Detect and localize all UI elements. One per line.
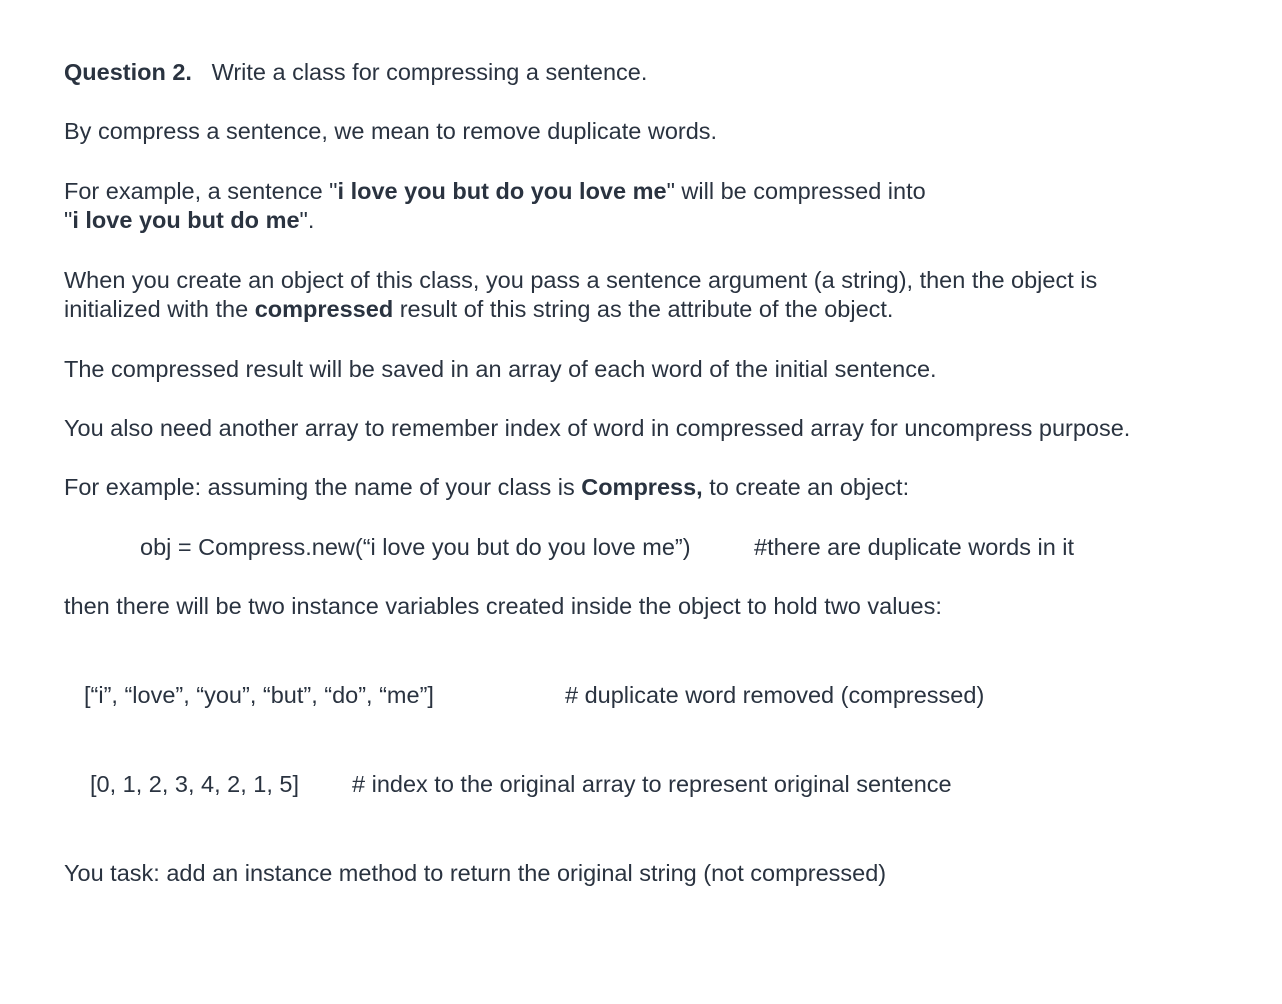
create-line2-post: result of this string as the attribute of the object. (393, 296, 894, 322)
array1-value: [“i”, “love”, “you”, “but”, “do”, “me”] (84, 682, 434, 708)
example2-paragraph (64, 473, 909, 502)
example-open-quote: " (64, 207, 73, 233)
array2-value: [0, 1, 2, 3, 4, 2, 1, 5] (90, 771, 300, 797)
create-paragraph-line1: When you create an object of this class, you pass a sentence argument (a string), then the object is (64, 267, 1098, 293)
code-comment: #there are duplicate words in it (754, 534, 1075, 560)
question-heading (64, 58, 647, 87)
example2-classname: Compress, (581, 474, 703, 500)
create-paragraph-line2 (64, 295, 893, 324)
example-sentence: i love you but do you love me (337, 178, 667, 204)
example2-pre: For example: assuming the name of your class is (64, 474, 582, 500)
example2-post: to create an object: (702, 474, 910, 500)
code-statement: obj = Compress.new(“i love you but do you love me”) (140, 534, 691, 560)
example-compressed: i love you but do me (72, 207, 300, 233)
question-title: Write a class for compressing a sentence. (211, 59, 648, 85)
array1-comment: # duplicate word removed (compressed) (565, 682, 985, 708)
example-end: ". (299, 207, 315, 233)
then-paragraph: then there will be two instance variables created inside the object to hold two values: (64, 593, 942, 619)
example-paragraph-line1 (64, 177, 926, 206)
saved-paragraph: The compressed result will be saved in an array of each word of the initial sentence. (64, 356, 937, 382)
task-paragraph: You task: add an instance method to return the original string (not compressed) (64, 860, 887, 886)
question-label: Question 2. (64, 59, 192, 85)
create-line2-bold: compressed (254, 296, 394, 322)
create-line2-pre: initialized with the (64, 296, 255, 322)
example-paragraph-line2 (64, 206, 314, 235)
example-mid: " will be compressed into (666, 178, 926, 204)
array2-comment: # index to the original array to represent original sentence (352, 771, 952, 797)
index-paragraph: You also need another array to remember index of word in compressed array for uncompress purpose. (64, 415, 1131, 441)
example-pre: For example, a sentence " (64, 178, 338, 204)
definition-paragraph: By compress a sentence, we mean to remove duplicate words. (64, 118, 718, 144)
